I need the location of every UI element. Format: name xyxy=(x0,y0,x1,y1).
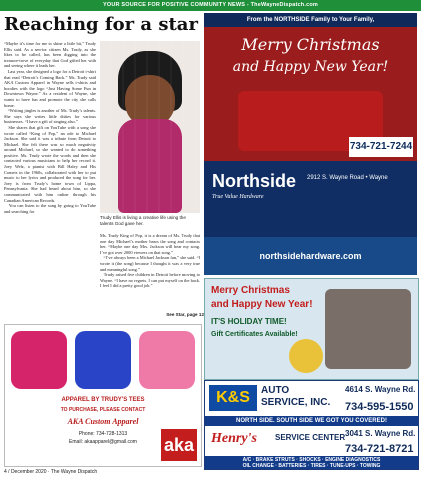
northside-ad-header: From the NORTHSIDE Family to Your Family, xyxy=(204,13,417,27)
northside-ad xyxy=(204,13,417,275)
northside-greeting-1: Merry Christmas xyxy=(241,35,380,54)
top-banner: YOUR SOURCE FOR POSITIVE COMMUNITY NEWS - TheWayneDispatch.com xyxy=(0,0,421,11)
holiday-ad-line-4: Gift Certificates Available! xyxy=(211,331,298,338)
ks-services-line-1: A/C · BRAKE STRUTS · SHOCKS · ENGINE DIAGNOSTICS xyxy=(242,457,381,463)
pink-hoodie-graphic xyxy=(11,331,67,389)
aka-phone: Phone: 734-728-1313 xyxy=(78,431,128,437)
engine-image xyxy=(325,289,411,369)
article-column-1: “Maybe it’s time for me to shine a little bit,” Trudy Ellis said. As a sen-ior citizen Ms. Trudy, as she likes to be called, has been digging into the treasure-trove of everyday that God gifted her with and seeing where it leads her. Last year, she designed a logo for a Detroit t-shirt that read “Detroit’s Coming Back.” Ms. Trudy said AKA Custom Apparel in Wayne sells t-shirts and hoodies with the logo “Just Having Some Fun in Downtown Wayne.” As a resident of Wayne, she wants to have fun and promote the city she calls home. “Writing jingles is another of Ms. Trudy’s talents. She says she writes little ditties for various businesses. “I have a gift of singing also.” She shares that gift on YouTube with a song she wrote called “King of Pop,” an ode to Michael Jackson. She said it was a tribute from Detroit to Michael. She felt there was so much negativity around Michael, so she wanted to do something positive. Ms. Trudy wrote the words and then she contacted various musicians to help her record it. Joey Welz, a pianist with Bill Haley and His Comets in the 1960s, collaborated with her to put music to her lyrics and produced the song for her. Joey is from Trudy’s home town of Lippa, Pennsylvania. She had heard about him, so she communicated with him online through his Canadian American Records. You can listen to the song by going to YouTube and searching for xyxy=(4,41,97,214)
holiday-ad-line-2: and Happy New Year! xyxy=(211,299,313,310)
henrys-address: 3041 S. Wayne Rd. xyxy=(345,429,416,438)
aka-line-1: APPAREL BY TRUDY'S TEES xyxy=(61,397,145,403)
portrait-photo xyxy=(100,41,200,213)
certified-badge-icon xyxy=(289,339,323,373)
henrys-subtitle: SERVICE CENTER xyxy=(275,433,346,442)
northside-subtitle: True Value Hardware xyxy=(212,194,264,200)
ks-address: 4614 S. Wayne Rd. xyxy=(345,385,416,394)
page-footer: 4 / December 2020 · The Wayne Dispatch xyxy=(4,469,98,475)
holiday-ad xyxy=(204,278,419,380)
headline: Reaching for a star xyxy=(4,14,198,35)
ks-band: NORTH SIDE. SOUTH SIDE WE GOT YOU COVERED! xyxy=(205,416,418,426)
ks-name-line-1: AUTO xyxy=(261,385,290,396)
aka-line-2: TO PURCHASE, PLEASE CONTACT xyxy=(60,407,146,413)
continued-link[interactable]: See Star, page 12 xyxy=(166,312,204,317)
article-column-2: Ms. Trudy King of Pop, it is a dream of Ms. Trudy that one day Michael’s mother hears the song and contacts her. “Maybe one day Mrs. Jackson will hear my song. I’ve got over 2000 viewers on that song.” “I’ve always been a Michael Jackson fan,” she said. “I wrote it (the song) because I thought it was a very true and meaningful song.” Trudy raised five children in Detroit before moving to Wayne. “I have no regrets. I can put myself on the back. I feel I did a pretty good job.” xyxy=(100,233,201,289)
aka-logo: aka xyxy=(161,429,197,461)
aka-line-3: AKA Custom Apparel xyxy=(67,417,139,426)
northside-ad-bottom xyxy=(204,161,417,237)
ks-phone: 734-595-1550 xyxy=(345,401,414,413)
holiday-ad-line-1: Merry Christmas xyxy=(211,285,290,296)
northside-address: 2912 S. Wayne Road • Wayne xyxy=(307,175,388,181)
henrys-logo: Henry's xyxy=(211,431,257,446)
ks-auto-ad xyxy=(204,380,419,470)
ks-logo: K&S xyxy=(209,385,257,411)
northside-logo: Northside xyxy=(212,171,297,191)
photo-caption: Trudy Ellis is living a creative life using the talents God gave her. xyxy=(100,215,186,226)
pink-shirt-graphic xyxy=(139,331,195,389)
aka-apparel-ad xyxy=(4,324,202,467)
northside-greeting-2: and Happy New Year! xyxy=(232,59,389,75)
holiday-ad-line-3: IT'S HOLIDAY TIME! xyxy=(211,317,287,326)
henrys-phone: 734-721-8721 xyxy=(345,443,414,455)
northside-phone: 734-721-7244 xyxy=(349,137,413,157)
photo-texture xyxy=(100,41,200,213)
ks-services-band xyxy=(205,456,418,469)
aka-email[interactable]: Email: akaapparel@gmail.com xyxy=(69,439,137,445)
northside-url[interactable]: northsidehardware.com xyxy=(204,237,417,275)
blue-hoodie-graphic xyxy=(75,331,131,389)
ks-services-line-2: OIL CHANGE · BATTERIES · TIRES · TUNE-UPS · TOWING xyxy=(242,463,381,469)
ks-name-line-2: SERVICE, INC. xyxy=(261,397,331,408)
